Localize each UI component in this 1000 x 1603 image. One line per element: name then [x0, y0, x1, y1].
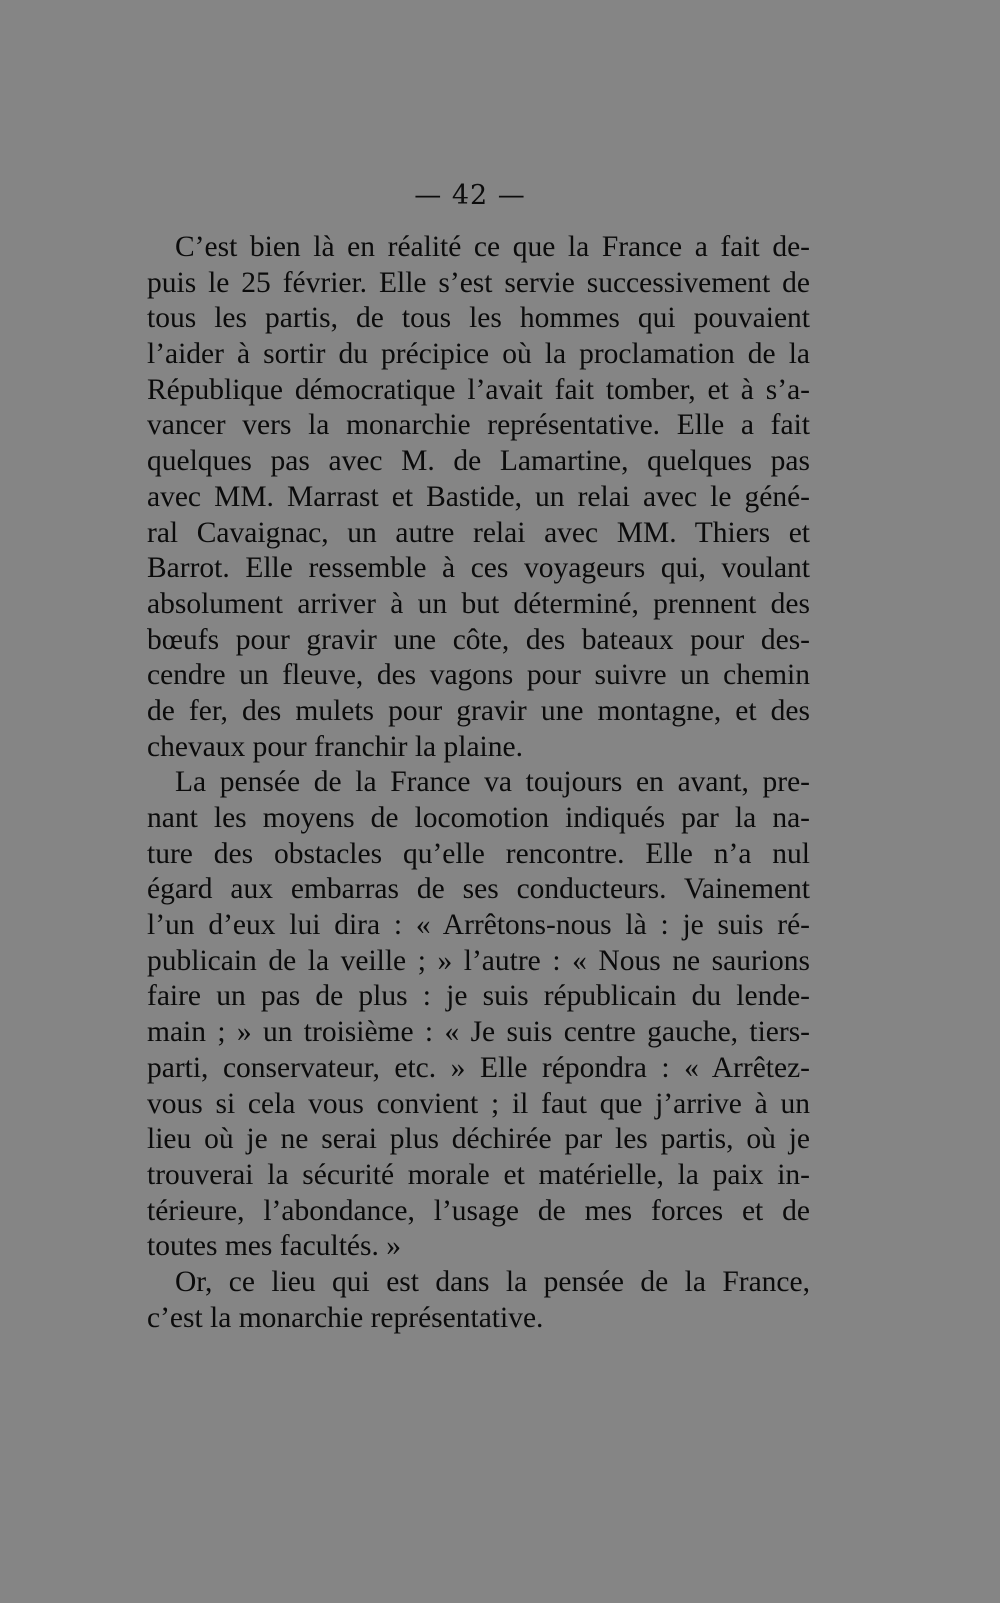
text-line: l’aider à sortir du précipice où la proclamation de la — [147, 338, 810, 371]
text-line: trouverai la sécurité morale et matérielle, la paix in- — [147, 1158, 810, 1191]
text-line: c’est la monarchie représentative. — [147, 1301, 544, 1334]
text-line: parti, conservateur, etc. » Elle répondra : « Arrêtez- — [147, 1051, 810, 1084]
text-line: quelques pas avec M. de Lamartine, quelques pas — [147, 445, 810, 478]
text-line: ral Cavaignac, un autre relai avec MM. Thiers et — [147, 516, 810, 549]
text-line: égard aux embarras de ses conducteurs. Vainement — [147, 873, 810, 906]
text-line: cendre un fleuve, des vagons pour suivre un chemin — [147, 659, 810, 692]
text-line: vous si cela vous convient ; il faut que j’arrive à un — [147, 1087, 810, 1120]
paragraph-3 — [147, 1265, 810, 1336]
paragraph-1 — [147, 230, 810, 765]
text-line: C’est bien là en réalité ce que la France a fait de- — [175, 231, 810, 263]
text-line: vancer vers la monarchie représentative. Elle a fait — [147, 409, 810, 442]
page-number: — 42 — — [414, 180, 526, 211]
body-text — [147, 230, 810, 1336]
text-line: absolument arriver à un but déterminé, prennent des — [147, 587, 810, 620]
paragraph-2 — [147, 765, 810, 1265]
text-line: Barrot. Elle ressemble à ces voyageurs qui, voulant — [147, 552, 810, 585]
text-line: chevaux pour franchir la plaine. — [147, 730, 523, 763]
text-line: La pensée de la France va toujours en avant, pre- — [175, 766, 810, 799]
text-line: faire un pas de plus : je suis républicain du lende- — [147, 980, 810, 1013]
text-line: de fer, des mulets pour gravir une montagne, et des — [147, 694, 810, 727]
text-line: main ; » un troisième : « Je suis centre gauche, tiers- — [147, 1016, 810, 1049]
text-line: térieure, l’abondance, l’usage de mes forces et de — [147, 1194, 810, 1227]
text-line: avec MM. Marrast et Bastide, un relai avec le géné- — [147, 480, 810, 513]
text-line: l’un d’eux lui dira : « Arrêtons-nous là : je suis ré- — [147, 909, 810, 942]
text-line: bœufs pour gravir une côte, des bateaux pour des- — [147, 623, 810, 656]
text-line: ture des obstacles qu’elle rencontre. Elle n’a nul — [147, 837, 810, 870]
text-line: tous les partis, de tous les hommes qui pouvaient — [147, 302, 810, 335]
text-line: République démocratique l’avait fait tomber, et à s’a- — [147, 373, 810, 406]
text-line: Or, ce lieu qui est dans la pensée de la France, — [175, 1265, 810, 1298]
text-line: puis le 25 février. Elle s’est servie successivement de — [147, 266, 810, 299]
text-line: toutes mes facultés. » — [147, 1230, 401, 1263]
text-line: lieu où je ne serai plus déchirée par les partis, où je — [147, 1123, 810, 1156]
text-line: publicain de la veille ; » l’autre : « Nous ne saurions — [147, 944, 810, 977]
text-line: nant les moyens de locomotion indiqués par la na- — [147, 802, 810, 834]
